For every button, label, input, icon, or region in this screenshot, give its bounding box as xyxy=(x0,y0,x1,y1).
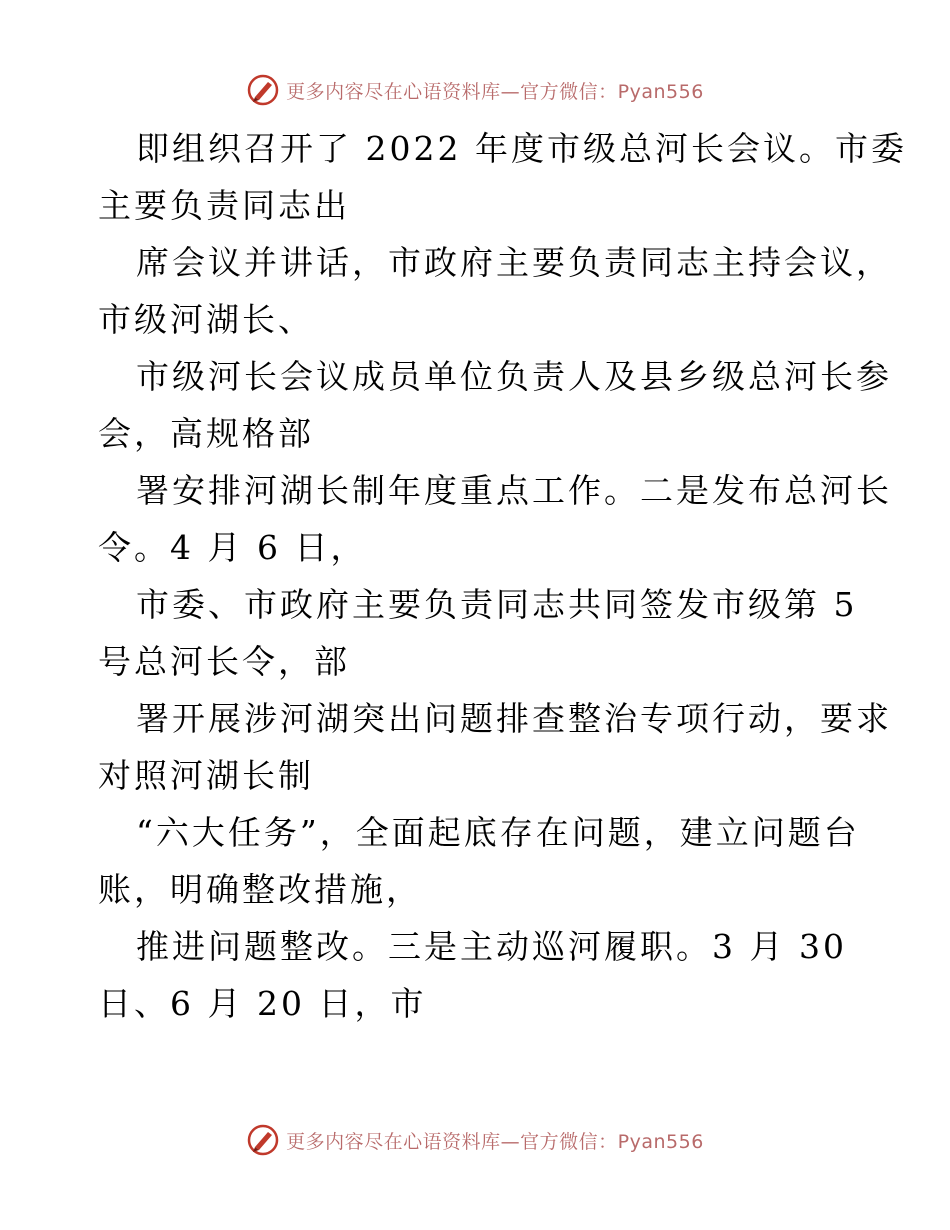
paragraph xyxy=(98,690,892,804)
paragraph-line: 署安排河湖长制年度重点工作。二是发布总河长 xyxy=(136,471,892,510)
pen-logo-icon xyxy=(246,1123,280,1157)
paragraph-line: 会，高规格部 xyxy=(98,414,314,453)
pen-logo-icon xyxy=(246,73,280,107)
paragraph-line: 日、6 月 20 日，市 xyxy=(98,984,427,1023)
paragraph-line: 席会议并讲话，市政府主要负责同志主持会议， xyxy=(136,243,892,282)
paragraph-line: 令。4 月 6 日， xyxy=(98,528,367,567)
paragraph-line: 号总河长令，部 xyxy=(98,642,350,681)
paragraph-line: 署开展涉河湖突出问题排查整治专项行动，要求 xyxy=(136,699,892,738)
paragraph xyxy=(98,348,892,462)
paragraph xyxy=(98,576,858,690)
paragraph-line: 市级河长会议成员单位负责人及县乡级总河长参 xyxy=(136,357,892,396)
paragraph-line: 推进问题整改。三是主动巡河履职。3 月 30 xyxy=(136,927,847,966)
paragraph-line: 市委、市政府主要负责同志共同签发市级第 5 xyxy=(136,585,858,624)
paragraph-line: “六大任务”，全面起底存在问题，建立问题台 xyxy=(136,813,860,852)
watermark-text: 更多内容尽在心语资料库—官方微信：Pyan556 xyxy=(286,80,704,103)
paragraph-line: 账，明确整改措施， xyxy=(98,870,422,909)
paragraph xyxy=(98,234,892,348)
paragraph-line: 主要负责同志出 xyxy=(98,186,350,225)
footer-watermark-banner xyxy=(0,1120,950,1160)
paragraph-line: 对照河湖长制 xyxy=(98,756,314,795)
header-watermark-banner xyxy=(0,70,950,110)
paragraph-line: 即组织召开了 2022 年度市级总河长会议。市委 xyxy=(136,129,907,168)
paragraph xyxy=(98,804,858,918)
watermark-text: 更多内容尽在心语资料库—官方微信：Pyan556 xyxy=(286,1130,704,1153)
paragraph xyxy=(98,462,892,576)
document-body xyxy=(98,120,907,1032)
paragraph xyxy=(98,120,907,234)
paragraph-line: 市级河湖长、 xyxy=(98,300,314,339)
paragraph xyxy=(98,918,858,1032)
